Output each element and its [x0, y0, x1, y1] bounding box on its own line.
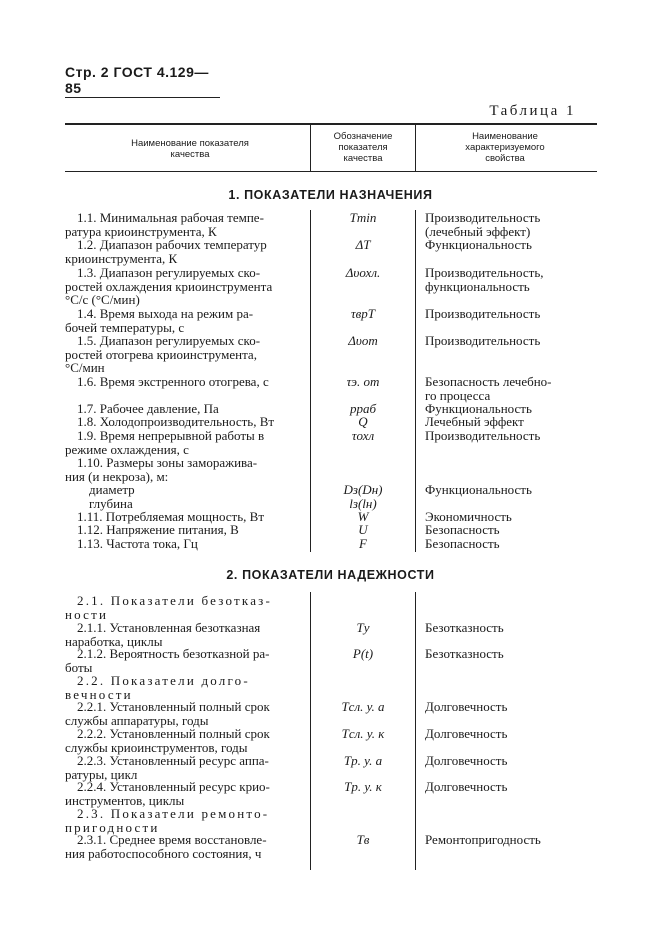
property-name: функциональность — [425, 278, 530, 294]
column-divider-1-body-2 — [310, 592, 311, 870]
indicator-symbol: τврT — [350, 306, 376, 321]
indicator-name: 1.12. Напряжение питания, В — [77, 522, 239, 537]
indicator-symbol: W — [357, 509, 369, 524]
indicator-name: службы аппаратуры, годы — [65, 712, 209, 728]
property-name: го процесса — [425, 387, 491, 403]
indicator-name: 1.2. Диапазон рабочих температур — [77, 237, 267, 252]
indicator-name: 1.9. Время непрерывной работы в — [77, 428, 265, 443]
indicator-name: ростей охлаждения криоинструмента — [65, 278, 273, 294]
column-header-property-line: характеризуемого — [465, 142, 545, 153]
property-name: Производительность — [425, 306, 541, 321]
indicator-name: бочей температуры, с — [65, 319, 185, 335]
indicator-symbol: Δυот — [348, 333, 378, 348]
indicator-symbol: P(t) — [352, 646, 374, 661]
indicator-symbol: Tу — [356, 620, 370, 635]
indicator-name: диаметр — [89, 482, 135, 497]
indicator-symbol: Tсл. у. а — [341, 699, 385, 714]
indicator-name: 2.2.3. Установленный ресурс аппа- — [77, 753, 269, 768]
indicator-symbol: ΔT — [355, 237, 371, 252]
column-header-symbol-line: качества — [343, 153, 383, 164]
indicator-name: глубина — [89, 495, 133, 511]
indicator-group-name: пригодности — [65, 819, 160, 835]
column-divider-2-body — [415, 210, 416, 552]
table-label: Таблица 1 — [489, 103, 576, 119]
indicator-name: боты — [65, 659, 93, 675]
indicator-name: 1.3. Диапазон регулируемых ско- — [77, 265, 261, 280]
column-divider-2-body-2 — [415, 592, 416, 870]
property-name: Долговечность — [425, 779, 508, 794]
indicator-name: 1.1. Минимальная рабочая темпе- — [77, 210, 264, 225]
indicator-group-name: 2.2. Показатели долго- — [77, 673, 250, 688]
property-name: Долговечность — [425, 726, 508, 741]
indicator-symbol: F — [359, 536, 367, 551]
indicator-name: наработка, циклы — [65, 633, 163, 649]
column-header-name-line: качества — [170, 149, 210, 160]
property-name: Функциональность — [425, 237, 532, 252]
property-name: Безотказность — [425, 620, 504, 635]
indicator-name: 2.3.1. Среднее время восстановле- — [77, 832, 267, 847]
indicator-symbol: Tр. у. а — [343, 753, 383, 768]
indicator-name: 1.7. Рабочее давление, Па — [77, 401, 219, 416]
indicator-symbol: Tв — [356, 832, 370, 847]
indicator-symbol: Tсл. у. к — [341, 726, 385, 741]
indicator-symbol: τохл — [351, 428, 375, 443]
section-title-reliability: 2. ПОКАЗАТЕЛИ НАДЕЖНОСТИ — [226, 568, 435, 582]
property-name: Экономичность — [425, 509, 512, 524]
indicator-symbol: U — [358, 522, 368, 537]
indicator-name: 1.13. Частота тока, Гц — [77, 536, 198, 551]
property-name: Функциональность — [425, 482, 532, 497]
indicator-name: °С/мин — [65, 360, 105, 375]
property-name: Безотказность — [425, 646, 504, 661]
indicator-name: 2.2.2. Установленный полный срок — [77, 726, 270, 741]
table-head-rule — [65, 171, 597, 172]
column-header-symbol-line: Обозначение — [333, 131, 393, 142]
property-name: Производительность, — [425, 265, 544, 280]
indicator-name: ния работоспособного состояния, ч — [65, 845, 262, 861]
indicator-group-name: ности — [65, 606, 109, 622]
indicator-name: ратура криоинструмента, К — [65, 223, 217, 239]
property-name: Лечебный эффект — [425, 414, 524, 429]
indicator-name: 1.8. Холодопроизводительность, Вт — [77, 414, 275, 429]
property-name: Производительность — [425, 210, 541, 225]
indicator-symbol: Tр. у. к — [344, 779, 382, 794]
indicator-name: инструментов, циклы — [65, 792, 185, 808]
indicator-symbol: τэ. от — [346, 374, 380, 389]
column-divider-1-body — [310, 210, 311, 552]
column-header-symbol — [315, 131, 411, 164]
indicator-group-name: вечности — [65, 686, 133, 702]
section-title-purpose: 1. ПОКАЗАТЕЛИ НАЗНАЧЕНИЯ — [228, 188, 433, 202]
indicator-name: режиме охлаждения, с — [65, 441, 189, 457]
indicator-name: ростей отогрева криоинструмента, — [65, 346, 257, 362]
indicator-name: 2.2.1. Установленный полный срок — [77, 699, 270, 714]
indicator-name: 1.5. Диапазон регулируемых ско- — [77, 333, 261, 348]
column-header-name — [100, 138, 280, 160]
indicator-name: 1.6. Время экстренного отогрева, с — [77, 374, 269, 389]
column-header-name-line: Наименование показателя — [131, 138, 249, 149]
property-name: Долговечность — [425, 699, 508, 714]
page-header: Стр. 2 ГОСТ 4.129—85 — [65, 64, 220, 98]
indicator-name: 1.10. Размеры зоны заморажива- — [77, 455, 258, 470]
property-name: Долговечность — [425, 753, 508, 768]
indicator-name: службы криоинструментов, годы — [65, 739, 248, 755]
column-header-property-line: Наименование — [472, 131, 538, 142]
property-name: (лечебный эффект) — [425, 223, 531, 239]
property-name: Производительность — [425, 333, 541, 348]
column-header-property-line: свойства — [485, 153, 525, 164]
indicator-symbol: Dз(Dн) — [343, 482, 383, 497]
indicator-symbol: Tmin — [349, 210, 377, 225]
property-name: Производительность — [425, 428, 541, 443]
indicator-name: 1.4. Время выхода на режим ра- — [77, 306, 254, 321]
indicator-symbol: pраб — [349, 401, 377, 416]
column-divider-2-head — [415, 123, 416, 171]
column-divider-1-head — [310, 123, 311, 171]
property-name: Безопасность — [425, 536, 500, 551]
property-name: Функциональность — [425, 401, 532, 416]
indicator-symbol: lз(lн) — [349, 495, 377, 511]
indicator-name: криоинструмента, К — [65, 250, 178, 266]
column-header-symbol-line: показателя — [338, 142, 388, 153]
indicator-group-name: 2.1. Показатели безотказ- — [77, 593, 273, 608]
property-name: Безопасность — [425, 522, 500, 537]
indicator-symbol: Q — [358, 414, 368, 429]
indicator-name: 2.1.2. Вероятность безотказной ра- — [77, 646, 270, 661]
indicator-name: 1.11. Потребляемая мощность, Вт — [77, 509, 265, 524]
column-header-property — [430, 131, 580, 164]
property-name: Безопасность лечебно- — [425, 374, 552, 389]
indicator-name: ния (и некроза), м: — [65, 468, 169, 484]
indicator-name: ратуры, цикл — [65, 766, 138, 782]
indicator-name: 2.2.4. Установленный ресурс крио- — [77, 779, 270, 794]
indicator-group-name: 2.3. Показатели ремонто- — [77, 806, 270, 821]
indicator-name: 2.1.1. Установленная безотказная — [77, 620, 261, 635]
indicator-symbol: Δυохл. — [345, 265, 381, 280]
property-name: Ремонтопригодность — [425, 832, 541, 847]
table-top-rule — [65, 123, 597, 125]
indicator-name: °С/с (°С/мин) — [65, 292, 140, 307]
